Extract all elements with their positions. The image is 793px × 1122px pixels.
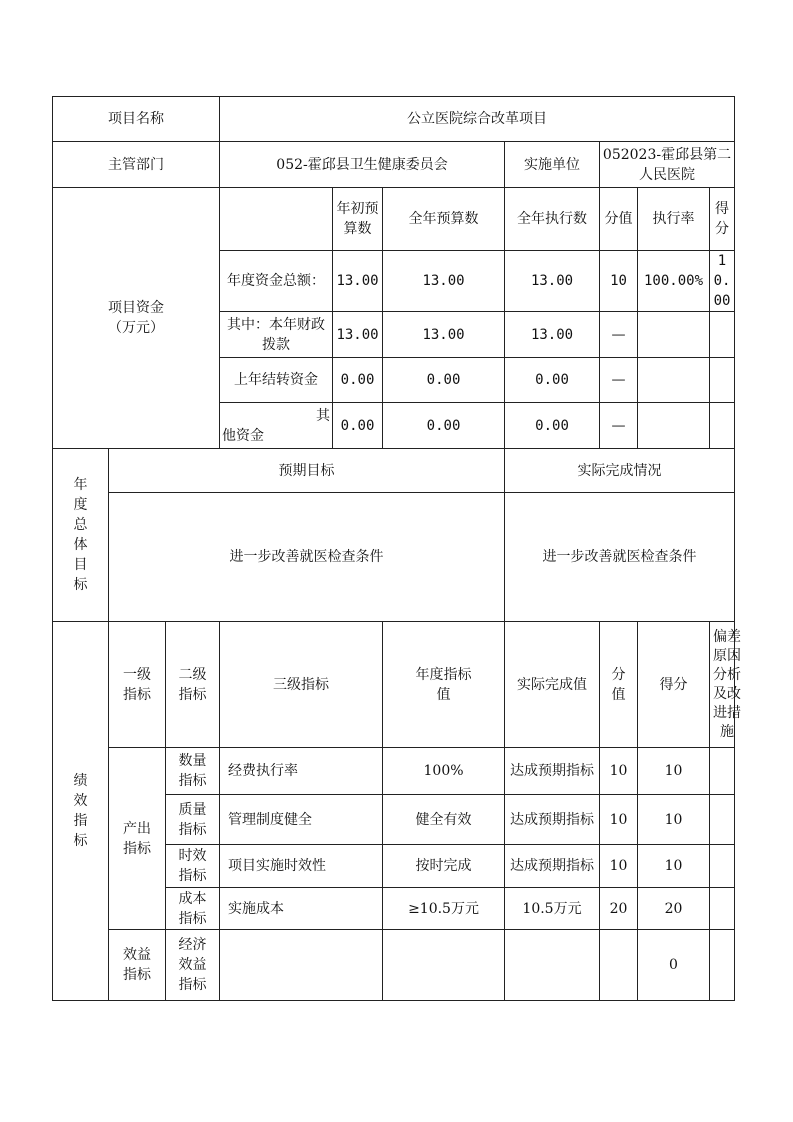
level1-header-text: 一级指标 [123, 666, 151, 703]
perf-score-cell: 20 [638, 888, 710, 930]
funds-label-line1: 项目资金 [108, 300, 164, 316]
level1-header [109, 622, 166, 748]
annual-budget-value: 0.00 [383, 403, 505, 449]
actual-value-cell-text: 达成预期指标 [510, 763, 595, 779]
funds-row-label: 年度资金总额： [220, 251, 333, 312]
goals-header-row [53, 449, 735, 493]
level3-cell: 实施成本 [220, 888, 383, 930]
funds-score-value: — [600, 312, 638, 358]
benefit-indicators-label-text: 效益指标 [123, 947, 151, 983]
funds-row-label: 其中：本年财政拨款 [220, 312, 333, 358]
project-name-value: 公立医院综合改革项目 [220, 97, 735, 142]
project-name-row [53, 97, 735, 142]
project-name-label: 项目名称 [53, 97, 220, 142]
funds-score-value: — [600, 403, 638, 449]
level2-header-text: 二级指标 [178, 666, 207, 703]
unit-label: 实施单位 [505, 142, 600, 188]
level2-header [166, 622, 220, 748]
funds-label-line2: （万元） [108, 320, 164, 336]
funds-score: 10.00 [710, 251, 735, 312]
initial-budget-value: 0.00 [333, 358, 383, 403]
department-value: 052-霍邱县卫生健康委员会 [220, 142, 505, 188]
execution-rate-value [638, 358, 710, 403]
initial-budget-value: 13.00 [333, 312, 383, 358]
annual-budget-value: 13.00 [383, 251, 505, 312]
execution-rate-value [638, 312, 710, 358]
level2-cell [166, 845, 220, 888]
funds-score-value-header: 分值 [600, 188, 638, 251]
annual-execution-header: 全年执行数 [505, 188, 600, 251]
output-indicators-label [109, 748, 166, 930]
level2-cell [166, 930, 220, 1001]
perf-score-cell: 10 [638, 845, 710, 888]
actual-value-cell: 10.5万元 [505, 888, 600, 930]
perf-score-value-cell: 10 [600, 748, 638, 795]
department-row [53, 142, 735, 188]
funds-row-label-line2: 他资金 [222, 427, 265, 444]
deviation-cell [710, 930, 735, 1001]
funds-score [710, 403, 735, 449]
level3-header: 三级指标 [220, 622, 383, 748]
performance-header-row [53, 622, 735, 748]
annual-budget-value: 0.00 [383, 358, 505, 403]
execution-rate-header: 执行率 [638, 188, 710, 251]
deviation-cell [710, 748, 735, 795]
level2-cell-text: 数量指标 [178, 753, 207, 789]
funds-score [710, 312, 735, 358]
department-label: 主管部门 [53, 142, 220, 188]
annual-target-cell: 按时完成 [383, 845, 505, 888]
output-row-quantity [53, 748, 735, 795]
funds-corner-cell [220, 188, 333, 251]
annual-budget-header: 全年预算数 [383, 188, 505, 251]
actual-goal-header: 实际完成情况 [505, 449, 735, 493]
perf-score-value-cell: 20 [600, 888, 638, 930]
level2-cell [166, 888, 220, 930]
level2-cell-text: 经济效益指标 [178, 937, 207, 993]
actual-value-cell [505, 845, 600, 888]
goals-content-row [53, 493, 735, 622]
perf-score-cell: 0 [638, 930, 710, 1001]
annual-execution-value: 0.00 [505, 358, 600, 403]
annual-execution-value: 13.00 [505, 251, 600, 312]
level3-cell [220, 930, 383, 1001]
expected-goal-header: 预期目标 [109, 449, 505, 493]
funds-score-value: — [600, 358, 638, 403]
annual-execution-value: 13.00 [505, 312, 600, 358]
perf-score-value-cell [600, 930, 638, 1001]
level2-cell [166, 748, 220, 795]
initial-budget-value: 13.00 [333, 251, 383, 312]
actual-value-cell [505, 930, 600, 1001]
level3-cell: 项目实施时效性 [220, 845, 383, 888]
level3-cell: 经费执行率 [220, 748, 383, 795]
actual-value-cell [505, 795, 600, 845]
actual-value-cell-text: 达成预期指标 [510, 858, 595, 874]
funds-row-label [220, 403, 333, 449]
benefit-indicators-label [109, 930, 166, 1001]
funds-score-header: 得分 [710, 188, 735, 251]
annual-goals-label-text: 年度总体目标 [73, 477, 88, 593]
funds-row-label: 上年结转资金 [220, 358, 333, 403]
annual-target-header [383, 622, 505, 748]
initial-budget-header: 年初预算数 [333, 188, 383, 251]
funds-label [53, 188, 220, 449]
perf-score-cell: 10 [638, 795, 710, 845]
actual-value-cell [505, 748, 600, 795]
actual-value-header: 实际完成值 [505, 622, 600, 748]
level3-cell: 管理制度健全 [220, 795, 383, 845]
perf-score-value-header-text: 分值 [611, 666, 626, 703]
level2-cell-text: 质量指标 [178, 801, 207, 838]
deviation-header-text: 偏差原因分析及改进措施 [713, 628, 742, 740]
execution-rate-value: 100.00% [638, 251, 710, 312]
initial-budget-value: 0.00 [333, 403, 383, 449]
funds-score-value: 10 [600, 251, 638, 312]
funds-score [710, 358, 735, 403]
annual-target-cell [383, 930, 505, 1001]
level2-cell-text: 成本指标 [178, 890, 207, 927]
annual-target-header-text: 年度指标值 [415, 666, 472, 703]
level2-cell-text: 时效指标 [178, 848, 207, 884]
deviation-cell [710, 888, 735, 930]
output-indicators-label-text: 产出指标 [123, 820, 151, 857]
perf-score-cell: 10 [638, 748, 710, 795]
perf-score-header: 得分 [638, 622, 710, 748]
level2-cell [166, 795, 220, 845]
expected-goal-text: 进一步改善就医检查条件 [109, 493, 505, 622]
annual-target-cell: 健全有效 [383, 795, 505, 845]
funds-header-row [53, 188, 735, 251]
execution-rate-value [638, 403, 710, 449]
annual-target-cell: 100% [383, 748, 505, 795]
unit-value: 052023-霍邱县第二人民医院 [600, 142, 735, 188]
perf-score-value-cell: 10 [600, 845, 638, 888]
perf-score-value-header [600, 622, 638, 748]
perf-score-value-cell: 10 [600, 795, 638, 845]
annual-execution-value: 0.00 [505, 403, 600, 449]
benefit-row-economic [53, 930, 735, 1001]
deviation-cell [710, 795, 735, 845]
performance-label [53, 622, 109, 1001]
deviation-cell [710, 845, 735, 888]
annual-target-cell-text: ≥10.5万元 [408, 900, 479, 917]
deviation-header [710, 622, 742, 748]
funds-row-label-line1: 其 [316, 407, 331, 424]
annual-budget-value: 13.00 [383, 312, 505, 358]
performance-table [52, 96, 742, 1001]
actual-value-cell-text: 达成预期指标 [510, 811, 595, 828]
annual-goals-label [53, 449, 109, 622]
performance-label-text: 绩效指标 [73, 773, 88, 849]
annual-target-cell [383, 888, 505, 930]
actual-goal-text: 进一步改善就医检查条件 [505, 493, 735, 622]
